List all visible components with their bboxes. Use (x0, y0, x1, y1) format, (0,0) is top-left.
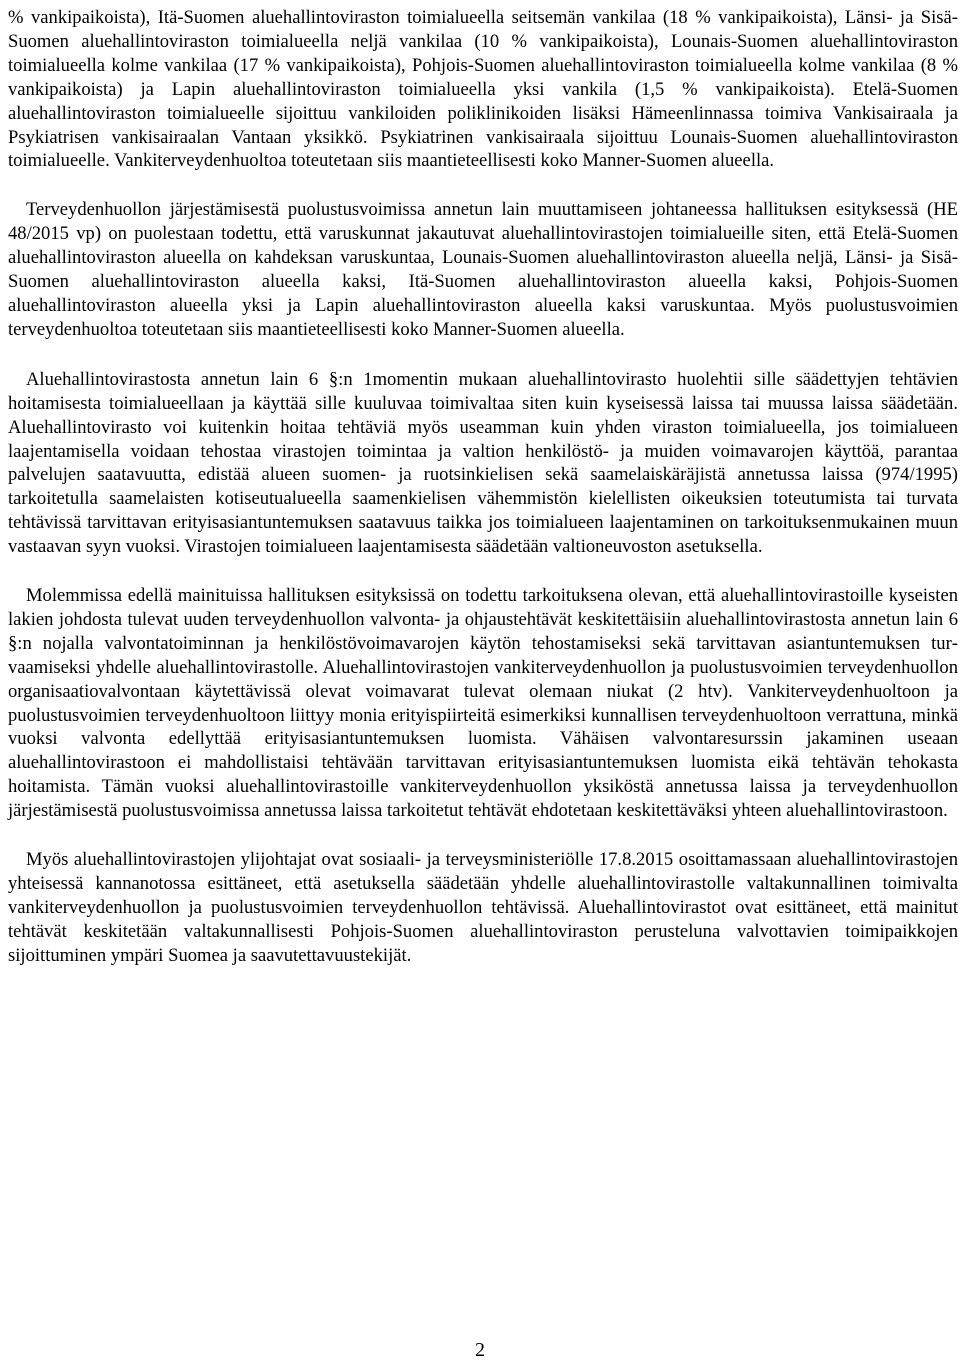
paragraph-garrison-locations: Terveydenhuollon järjestämisestä puolustusvoimissa annetun lain muuttamiseen johtaneessa hallituksen esityksessä (HE 48/2015 vp) on puolestaan todettu, että varuskunnat jakautuvat aluehallintovirastojen toimialueille siten, että Etelä-Suomen aluehallintoviraston alueella on kahdeksan varuskuntaa, Lounais-Suomen aluehallintoviraston alueella neljä, Länsi- ja Sisä-Suomen aluehallintoviraston alueella kaksi, Itä-Suomen aluehallintoviraston alueella kaksi, Pohjois-Suomen aluehallintoviraston alueella yksi ja Lapin aluehallintoviraston alueella kaksi varuskuntaa. Myös puolustusvoimien terveydenhuoltoa toteutetaan siis maantieteellisesti koko Manner-Suomen alueella. (8, 199, 958, 340)
document-page (8, 0, 958, 968)
page-number: 2 (475, 1339, 485, 1361)
paragraph-prison-locations: % vankipaikoista), Itä-Suomen aluehallintoviraston toimialueella seitsemän vankilaa (18 % vankipaikoista), Länsi- ja Sisä-Suomen aluehallintoviraston toimialueella neljä vankilaa (10 % vankipaikoista), Lounais-Suomen aluehallintoviraston toimialueella kolme vankilaa (17 % vankipaikoista), Pohjois-Suomen aluehallintoviraston toimialueella kolme vankilaa (8 % vankipaikoista) ja Lapin aluehallintoviraston toimialueella yksi vankila (1,5 % vankipaikoista). Etelä-Suomen aluehallintoviraston toimialueelle sijoittuu vankiloiden poliklinikoiden lisäksi Hämeenlinnassa toimiva Vankisairaala ja Psykiatrisen vankisairaalan Vantaan yksikkö. Psykiatrinen vankisairaala sijoittuu Lounais-Suomen aluehallintoviraston toimialueelle. Vankiterveydenhuoltoa toteutetaan siis maantieteellisesti koko Manner-Suomen alueella. (8, 7, 958, 172)
paragraph-centralization-proposal: Molemmissa edellä mainituissa hallituksen esityksissä on todettu tarkoituksena olevan, että aluehallintovirastoille kyseisten lakien johdosta tulevat uuden terveydenhuollon valvonta- ja ohjaustehtävät keskitettäisiin aluehallintovirastosta annetun lain 6 §:n nojalla valvontatoiminnan ja henkilöstövoimavarojen käytön tehostamiseksi sekä tarvittavan asiantuntemuksen turvaamiseksi yhdelle aluehallintovirastolle. Aluehallintovirastojen vankiterveydenhuollon ja puolustusvoimien terveydenhuollon organisaatiovalvontaan käytettävissä olevat voimavarat tulevat olemaan niukat (2 htv). Vankiterveydenhuoltoon ja puolustusvoimien terveydenhuoltoon liittyy monia erityispiirteitä esimerkiksi kunnallisen terveydenhuoltoon verrattuna, minkä vuoksi valvonta edellyttää erityisasiantuntemuksen luomista. Vähäisen valvontaresurssin jakaminen useaan aluehallintovirastoon ei mahdollistaisi tehtävään tarvittavan erityisasiantuntemuksen luomista eikä tehtävän tehokasta hoitamista. Tämän vuoksi aluehallintovirastoille vankiterveydenhuollon yksiköstä annetussa laissa ja terveydenhuollon järjestämisestä puolustusvoimissa annetussa laissa tarkoitetut tehtävät ehdotetaan keskitettäväksi yhteen aluehallintovirastoon. (8, 585, 958, 822)
paragraph-regional-agency-law: Aluehallintovirastosta annetun lain 6 §:n 1momentin mukaan aluehallintovirasto huolehtii sille säädettyjen tehtävien hoitamisesta toimialueellaan ja käyttää sille kuuluvaa toimivaltaa siten kuin kyseisessä laissa tai muussa laissa säädetään. Aluehallintovirasto voi kuitenkin hoitaa tehtäviä myös useamman kuin yhden viraston toimialueella, jos toimialueen laajentamisella voidaan tehostaa virastojen toimintaa ja valtion henkilöstö- ja muiden voimavarojen käyttöä, parantaa palvelujen saatavuutta, edistää alueen suomen- ja ruotsinkielisen sekä saamelaiskäräjistä annetussa laissa (974/1995) tarkoitetulla saamelaisten kotiseutualueella saamenkielisen vähemmistön kielellisten oikeuksien toteutumista tai turvata tehtävissä tarvittavan erityisasiantuntemuksen saatavuus taikka jos toimialueen laajentaminen on tarkoituksenmukainen muun vastaavan syyn vuoksi. Virastojen toimialueen laajentamisesta säädetään valtioneuvoston asetuksella. (8, 368, 958, 558)
paragraph-directors-statement: Myös aluehallintovirastojen ylijohtajat ovat sosiaali- ja terveysministeriölle 17.8.2015 osoittamassaan aluehallintovirastojen yhteisessä kannanotossa esittäneet, että asetuksella säädetään yhdelle aluehallintovirastolle valtakunnallinen toimivalta vankiterveydenhuollon ja puolustusvoimien terveydenhuollon tehtävissä. Aluehallintovirastot ovat esittäneet, että mainitut tehtävät keskitetään valtakunnallisesti Pohjois-Suomen aluehallintoviraston perusteluna valvottavien toimipaikkojen sijoittuminen ympäri Suomea ja saavutettavuustekijät. (8, 849, 958, 966)
